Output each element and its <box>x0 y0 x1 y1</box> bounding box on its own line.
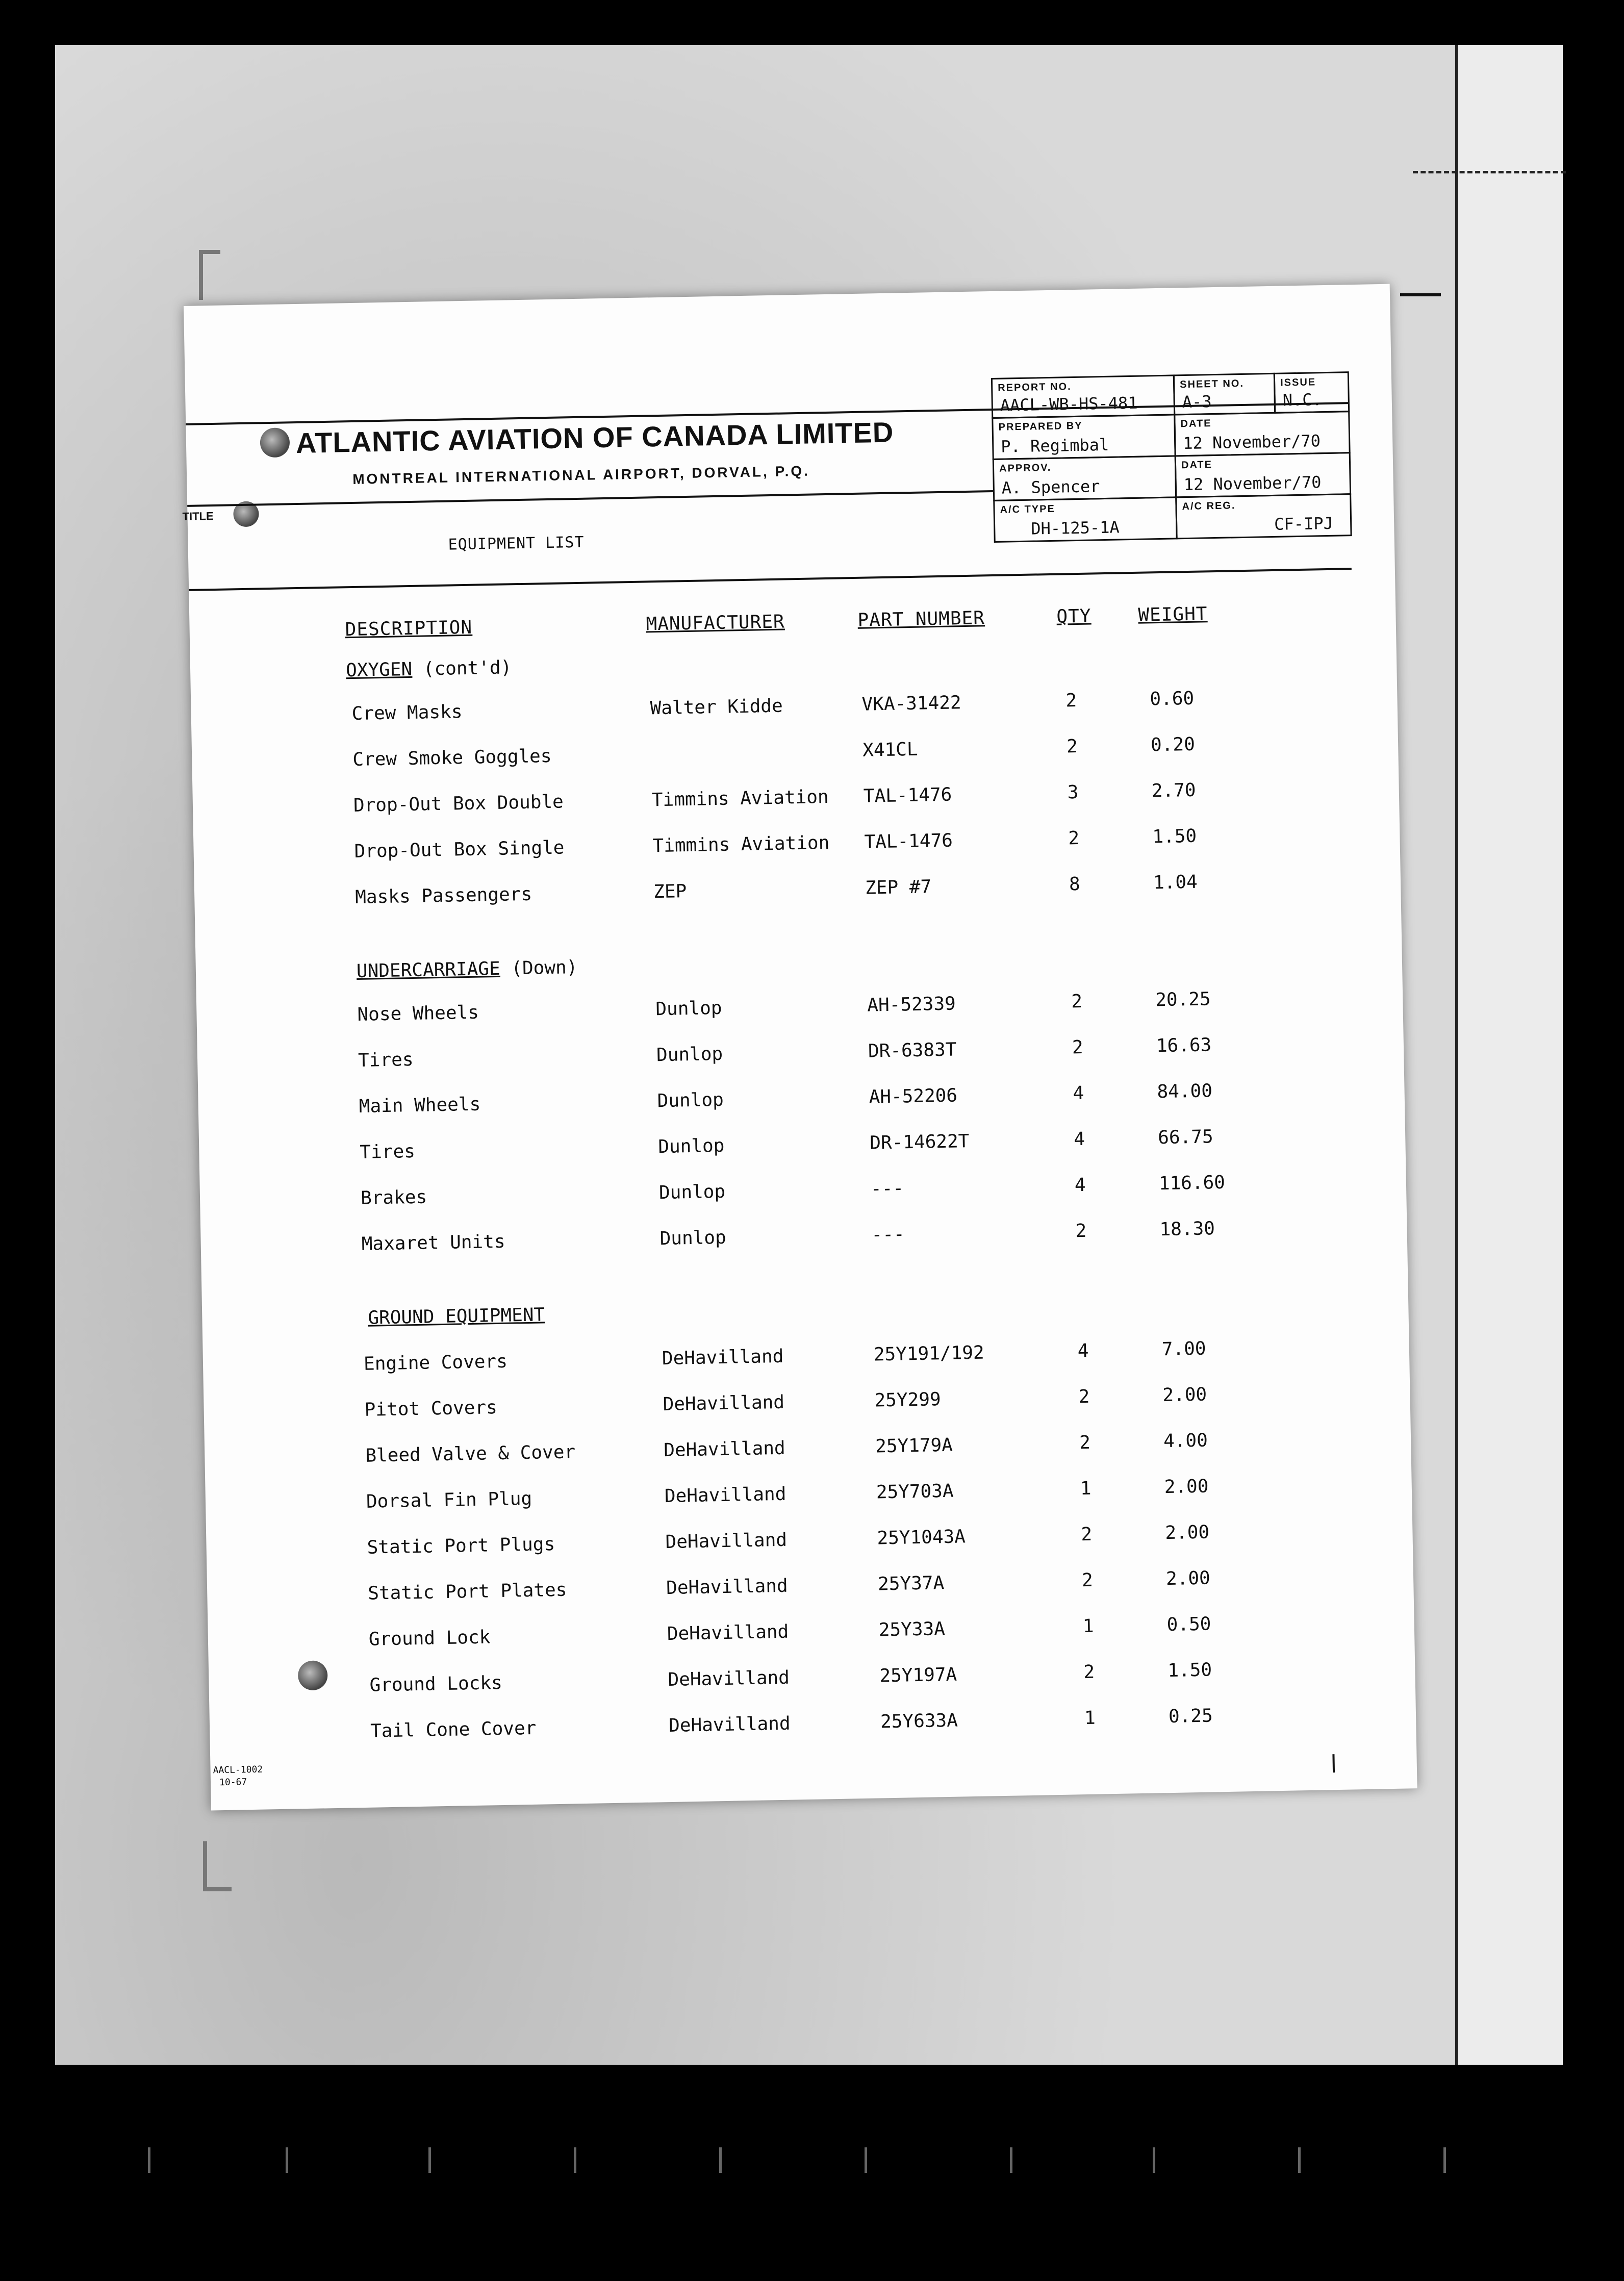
cell-manufacturer: Timmins Aviation <box>651 786 829 811</box>
cell-weight: 1.50 <box>1167 1659 1212 1682</box>
cell-weight: 116.60 <box>1158 1172 1226 1195</box>
ac-reg-label: A/C REG. <box>1182 500 1236 513</box>
cell-part-number: 25Y33A <box>878 1618 946 1641</box>
cell-qty: 2 <box>1066 736 1078 757</box>
cell-description: Ground Locks <box>369 1672 503 1696</box>
cell-description: Static Port Plugs <box>367 1534 555 1558</box>
column-header-part-number: PART NUMBER <box>857 607 985 631</box>
column-header-weight: WEIGHT <box>1138 603 1208 626</box>
cell-qty: 2 <box>1071 991 1083 1012</box>
cell-part-number: VKA-31422 <box>861 692 961 715</box>
issue-label: ISSUE <box>1280 376 1316 389</box>
cell-weight: 1.50 <box>1152 825 1197 848</box>
cell-manufacturer: DeHavilland <box>666 1575 788 1599</box>
approved-by-value: A. Spencer <box>1001 476 1100 498</box>
table-row <box>205 1428 1327 1479</box>
issue-box <box>1274 371 1350 414</box>
cell-weight: 0.60 <box>1150 688 1195 710</box>
report-no-label: REPORT NO. <box>998 381 1072 394</box>
cell-part-number: 25Y197A <box>879 1664 957 1687</box>
table-row <box>199 1124 1322 1175</box>
table-row <box>198 1078 1321 1129</box>
cell-weight: 2.00 <box>1165 1567 1211 1590</box>
cell-description: Masks Passengers <box>354 883 532 908</box>
cell-weight: 0.50 <box>1166 1613 1211 1636</box>
cell-manufacturer: ZEP <box>653 881 687 903</box>
cell-description: Drop-Out Box Double <box>353 791 564 817</box>
column-header-qty: QTY <box>1056 605 1092 627</box>
title-label: TITLE <box>182 509 214 523</box>
cell-weight: 84.00 <box>1157 1080 1213 1103</box>
cell-manufacturer: DeHavilland <box>663 1391 785 1415</box>
table-row <box>200 1216 1323 1267</box>
cell-qty: 2 <box>1072 1036 1083 1058</box>
cell-qty: 4 <box>1073 1128 1085 1150</box>
cell-description: Crew Masks <box>351 701 463 725</box>
cell-description: Crew Smoke Goggles <box>352 745 552 771</box>
table-row <box>209 1657 1331 1708</box>
report-no-value: AACL-WB-HS-481 <box>1000 393 1138 415</box>
report-no-box <box>991 374 1175 419</box>
cell-part-number: --- <box>870 1178 904 1200</box>
cell-manufacturer: DeHavilland <box>663 1437 786 1461</box>
cell-description: Pitot Covers <box>364 1397 498 1421</box>
header-rule <box>187 490 993 507</box>
table-row <box>208 1611 1331 1662</box>
section-title-undercarriage: UNDERCARRIAGE (Down) <box>356 957 578 982</box>
cell-weight: 1.04 <box>1153 871 1198 894</box>
cell-manufacturer: Dunlop <box>655 997 722 1020</box>
cell-description: Brakes <box>360 1186 427 1209</box>
cell-qty: 2 <box>1078 1386 1090 1408</box>
cell-manufacturer: Timmins Aviation <box>652 832 830 857</box>
table-row <box>193 824 1316 875</box>
cell-weight: 0.20 <box>1150 733 1196 756</box>
cell-description: Main Wheels <box>359 1094 481 1117</box>
cell-qty: 2 <box>1068 827 1080 849</box>
cell-part-number: TAL-1476 <box>864 830 953 853</box>
cell-part-number: ZEP #7 <box>865 876 932 899</box>
approved-by-box <box>993 455 1177 501</box>
table-row <box>207 1565 1330 1616</box>
cell-manufacturer: Walter Kidde <box>650 695 783 719</box>
prepared-by-value: P. Regimbal <box>1000 435 1109 457</box>
film-tick-strip <box>0 2147 1624 2178</box>
cell-description: Tires <box>360 1141 416 1163</box>
cell-part-number: DR-14622T <box>869 1131 970 1154</box>
cell-part-number: 25Y179A <box>875 1434 953 1457</box>
table-row <box>210 1703 1332 1754</box>
cell-qty: 2 <box>1079 1432 1091 1454</box>
date-label: DATE <box>1181 459 1213 471</box>
cell-weight: 20.25 <box>1155 989 1211 1011</box>
cell-weight: 66.75 <box>1157 1126 1213 1149</box>
header-rule <box>189 568 1352 591</box>
cell-qty: 4 <box>1073 1082 1084 1104</box>
cell-part-number: TAL-1476 <box>863 784 952 807</box>
ac-reg-value: CF-IPJ <box>1274 513 1334 534</box>
cell-description: Static Port Plates <box>367 1579 567 1604</box>
company-address: MONTREAL INTERNATIONAL AIRPORT, DORVAL, P.Q. <box>352 463 810 487</box>
cell-manufacturer: DeHavilland <box>668 1667 790 1691</box>
cell-description: Tail Cone Cover <box>370 1717 537 1742</box>
cell-weight: 2.70 <box>1151 779 1196 802</box>
section-title-oxygen: OXYGEN (cont'd) <box>345 657 512 681</box>
cell-part-number: AH-52339 <box>867 993 956 1016</box>
dashed-margin-line <box>1413 171 1566 173</box>
cell-part-number: 25Y37A <box>877 1573 945 1595</box>
prepared-date-value: 12 November/70 <box>1182 431 1321 453</box>
cell-manufacturer: DeHavilland <box>668 1713 791 1737</box>
cell-qty: 2 <box>1065 690 1077 712</box>
cell-part-number: 25Y703A <box>876 1480 954 1503</box>
company-name: ATLANTIC AVIATION OF CANADA LIMITED <box>295 416 894 460</box>
approv-label: APPROV. <box>999 462 1052 474</box>
cell-manufacturer: Dunlop <box>657 1089 724 1112</box>
cell-description: Ground Lock <box>368 1627 491 1650</box>
table-row <box>196 986 1319 1037</box>
cell-part-number: 25Y1043A <box>877 1526 966 1549</box>
table-row <box>193 778 1315 829</box>
date-label: DATE <box>1180 418 1212 430</box>
cell-description: Engine Covers <box>363 1351 508 1375</box>
cell-weight: 0.25 <box>1168 1705 1213 1728</box>
sheet-no-value: A-3 <box>1182 392 1212 412</box>
arrow-mark <box>1400 293 1441 296</box>
approved-date-value: 12 November/70 <box>1183 472 1322 495</box>
cell-qty: 2 <box>1081 1569 1094 1591</box>
cell-weight: 2.00 <box>1165 1522 1210 1544</box>
cell-manufacturer: Dunlop <box>658 1181 726 1204</box>
ac-type-box <box>993 496 1177 543</box>
ac-reg-box <box>1175 493 1352 539</box>
equipment-list-document <box>184 284 1417 1811</box>
cell-description: Drop-Out Box Single <box>354 837 565 863</box>
section-title-ground-equipment: GROUND EQUIPMENT <box>368 1304 545 1329</box>
cell-manufacturer: Dunlop <box>659 1227 727 1250</box>
cell-qty: 2 <box>1081 1524 1093 1545</box>
cell-description: Bleed Valve & Cover <box>365 1441 576 1466</box>
approved-date-box <box>1175 452 1351 498</box>
table-row <box>200 1170 1323 1221</box>
cell-qty: 4 <box>1077 1340 1089 1362</box>
crop-bracket-top <box>199 250 220 300</box>
cell-qty: 3 <box>1067 782 1079 803</box>
issue-value: N.C. <box>1282 390 1323 410</box>
cell-part-number: X41CL <box>862 739 918 761</box>
cell-part-number: AH-52206 <box>869 1085 958 1108</box>
form-number: AACL-1002 10-67 <box>213 1764 263 1788</box>
sheet-no-box <box>1173 373 1276 416</box>
table-row <box>206 1474 1328 1525</box>
cell-weight: 7.00 <box>1161 1338 1206 1360</box>
prepared-by-label: PREPARED BY <box>998 420 1083 433</box>
ac-type-value: DH-125-1A <box>1030 517 1120 539</box>
right-margin-strip <box>1455 45 1563 2065</box>
cell-weight: 2.00 <box>1164 1476 1209 1498</box>
table-row <box>203 1336 1326 1387</box>
sheet-no-label: SHEET NO. <box>1179 377 1245 391</box>
cell-weight: 2.00 <box>1162 1384 1207 1406</box>
cell-qty: 8 <box>1069 873 1081 895</box>
column-header-description: DESCRIPTION <box>345 617 473 641</box>
cell-manufacturer: DeHavilland <box>664 1483 786 1507</box>
cell-manufacturer: DeHavilland <box>665 1529 788 1553</box>
prepared-date-box <box>1174 411 1350 457</box>
cell-weight: 4.00 <box>1163 1430 1208 1452</box>
cell-description: Nose Wheels <box>357 1002 479 1025</box>
cell-qty: 1 <box>1082 1615 1094 1637</box>
cell-qty: 4 <box>1074 1174 1086 1196</box>
table-row <box>204 1382 1326 1433</box>
cell-qty: 2 <box>1083 1661 1095 1683</box>
cell-part-number: 25Y191/192 <box>873 1342 984 1365</box>
cell-part-number: 25Y299 <box>874 1389 941 1411</box>
cell-part-number: --- <box>871 1224 905 1246</box>
ac-type-label: A/C TYPE <box>1000 503 1056 516</box>
table-row <box>191 686 1313 737</box>
table-row <box>197 1032 1320 1083</box>
cell-part-number: 25Y633A <box>880 1710 958 1733</box>
cell-weight: 16.63 <box>1156 1034 1212 1057</box>
crop-bracket-bottom <box>203 1841 232 1891</box>
corner-mark <box>1332 1754 1335 1772</box>
cell-part-number: DR-6383T <box>868 1039 957 1062</box>
cell-manufacturer: DeHavilland <box>662 1346 784 1370</box>
table-row <box>194 869 1317 920</box>
cell-manufacturer: Dunlop <box>656 1043 723 1066</box>
table-row <box>206 1519 1329 1570</box>
cell-manufacturer: DeHavilland <box>667 1621 789 1645</box>
cell-description: Maxaret Units <box>361 1231 505 1255</box>
table-row <box>192 732 1314 783</box>
punch-hole-top <box>260 427 290 458</box>
cell-weight: 18.30 <box>1159 1218 1215 1240</box>
document-title: EQUIPMENT LIST <box>448 533 585 554</box>
prepared-by-box <box>992 414 1176 460</box>
cell-description: Tires <box>358 1049 414 1071</box>
cell-manufacturer: Dunlop <box>657 1135 725 1158</box>
cell-qty: 1 <box>1084 1707 1096 1729</box>
cell-qty: 2 <box>1075 1220 1087 1242</box>
column-header-manufacturer: MANUFACTURER <box>646 611 785 635</box>
cell-description: Dorsal Fin Plug <box>366 1488 532 1512</box>
cell-qty: 1 <box>1080 1478 1092 1500</box>
